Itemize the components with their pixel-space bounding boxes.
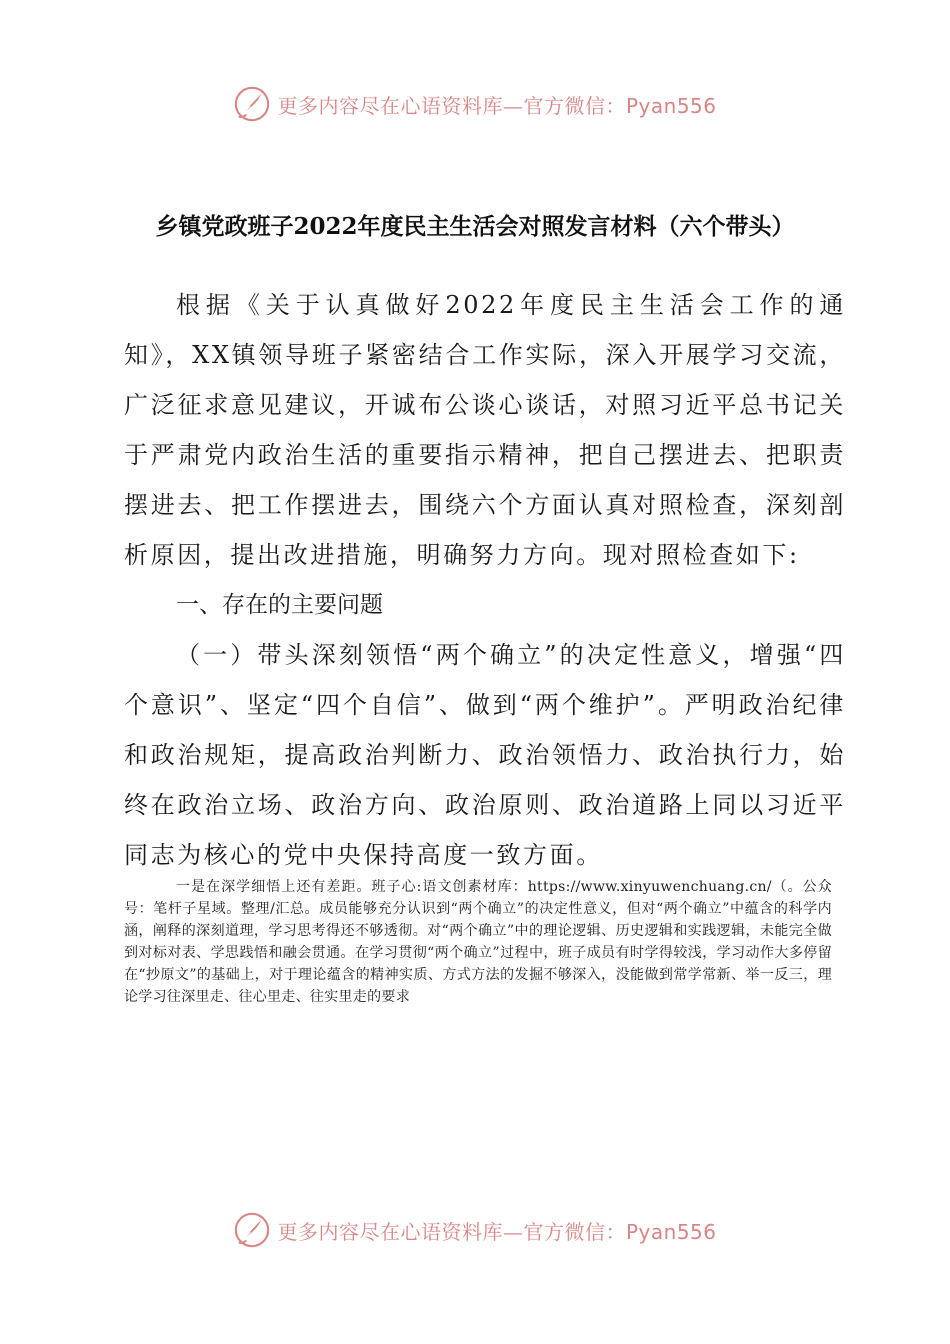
wechat-id: Pyan556 xyxy=(625,1219,717,1244)
wechat-id: Pyan556 xyxy=(625,93,717,118)
detail-text: 一是在深学细悟上还有差距。班子心:语文创素材库：https://www.xinyuwenchuang.cn/（。公众号：笔杆子星域。整理/汇总。成员能够充分认识到“两个确立”的决定性意义，但对“两个确立”中蕴含的科学内涵，阐释的深刻道理，学习思考得还不够透彻。对“两个确立”中的理论逻辑、历史逻辑和实践逻辑，未能完全做到对标对表、学思践悟和融会贯通。在学习贯彻“两个确立”过程中，班子成员有时学得较浅，学习动作大多停留在“抄原文”的基础上，对于理论蕴含的精神实质、方式方法的发掘不够深入，没能做到常学常新、举一反三，理论学习往深里走、往心里走、往实里走的要求 xyxy=(124,879,832,1005)
subsection-paragraph: （一）带头深刻领悟“两个确立”的决定性意义，增强“四个意识”、坚定“四个自信”、做到“两个维护”。严明政治纪律和政治规矩，提高政治判断力、政治领悟力、政治执行力，始终在政治立场、政治方向、政治原则、政治道路上同以习近平同志为核心的党中央保持高度一致方面。 xyxy=(124,641,846,869)
watermark-text: 更多内容尽在心语资料库—官方微信：Pyan556 xyxy=(277,93,717,118)
footer-watermark xyxy=(0,1210,950,1250)
section-heading: 一、存在的主要问题 xyxy=(176,592,383,618)
watermark-text: 更多内容尽在心语资料库—官方微信：Pyan556 xyxy=(277,1219,717,1244)
document-title: 乡镇党政班子2022年度民主生活会对照发言材料（六个带头） xyxy=(155,213,795,240)
quill-logo-icon xyxy=(233,1211,271,1249)
detail-paragraph xyxy=(124,876,832,1008)
header-watermark xyxy=(0,84,950,124)
quill-logo-icon xyxy=(233,85,271,123)
intro-paragraph: 根据《关于认真做好2022年度民主生活会工作的通知》，XX镇领导班子紧密结合工作实际，深入开展学习交流，广泛征求意见建议，开诚布公谈心谈话，对照习近平总书记关于严肃党内政治生活的重要指示精神，把自己摆进去、把职责摆进去、把工作摆进去，围绕六个方面认真对照检查，深刻剖析原因，提出改进措施，明确努力方向。现对照检查如下: xyxy=(124,291,846,569)
